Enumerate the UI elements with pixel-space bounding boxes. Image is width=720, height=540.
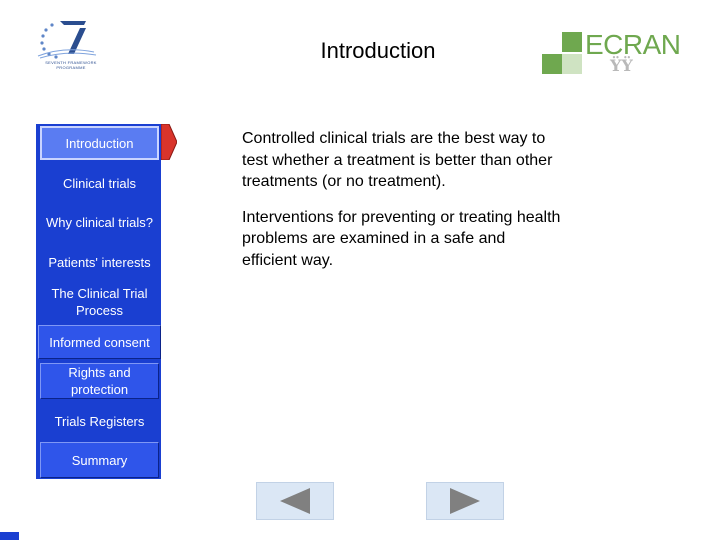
triangle-left-icon xyxy=(278,488,312,514)
ecran-logo xyxy=(540,29,681,80)
triangle-right-icon xyxy=(448,488,482,514)
nav-item-clinical-trial-process[interactable]: The Clinical Trial Process xyxy=(40,284,159,320)
nav-item-summary[interactable]: Summary xyxy=(40,442,159,478)
nav-item-rights-and-protection[interactable]: Rights and protection xyxy=(40,363,159,399)
corner-mark xyxy=(0,532,19,540)
ecran-logo-text: ECRAN xyxy=(585,29,681,60)
nav-item-why-clinical-trials[interactable]: Why clinical trials? xyxy=(40,205,159,239)
nav-item-patients-interests[interactable]: Patients' interests xyxy=(40,244,159,280)
navigation-panel xyxy=(36,124,161,479)
ecran-people-icon: ŸŸ xyxy=(610,56,633,75)
nav-item-trials-registers[interactable]: Trials Registers xyxy=(40,404,159,438)
previous-slide-button[interactable] xyxy=(256,482,334,520)
content-paragraph: Interventions for preventing or treating health problems are examined in a safe and efficient way. xyxy=(242,208,561,269)
page-title: Introduction xyxy=(320,38,436,63)
nav-item-informed-consent[interactable]: Informed consent xyxy=(38,325,161,359)
nav-item-introduction[interactable]: Introduction xyxy=(40,126,159,160)
ecran-squares-icon xyxy=(540,30,588,78)
nav-item-clinical-trials[interactable]: Clinical trials xyxy=(40,166,159,200)
main-content xyxy=(242,128,562,285)
next-slide-button[interactable] xyxy=(426,482,504,520)
fp7-logo-caption: SEVENTH FRAMEWORK PROGRAMME xyxy=(45,60,97,70)
active-item-pointer-icon xyxy=(161,124,177,160)
content-paragraph: Controlled clinical trials are the best way to test whether a treatment is better than other treatments (or no treatment). xyxy=(242,130,553,190)
